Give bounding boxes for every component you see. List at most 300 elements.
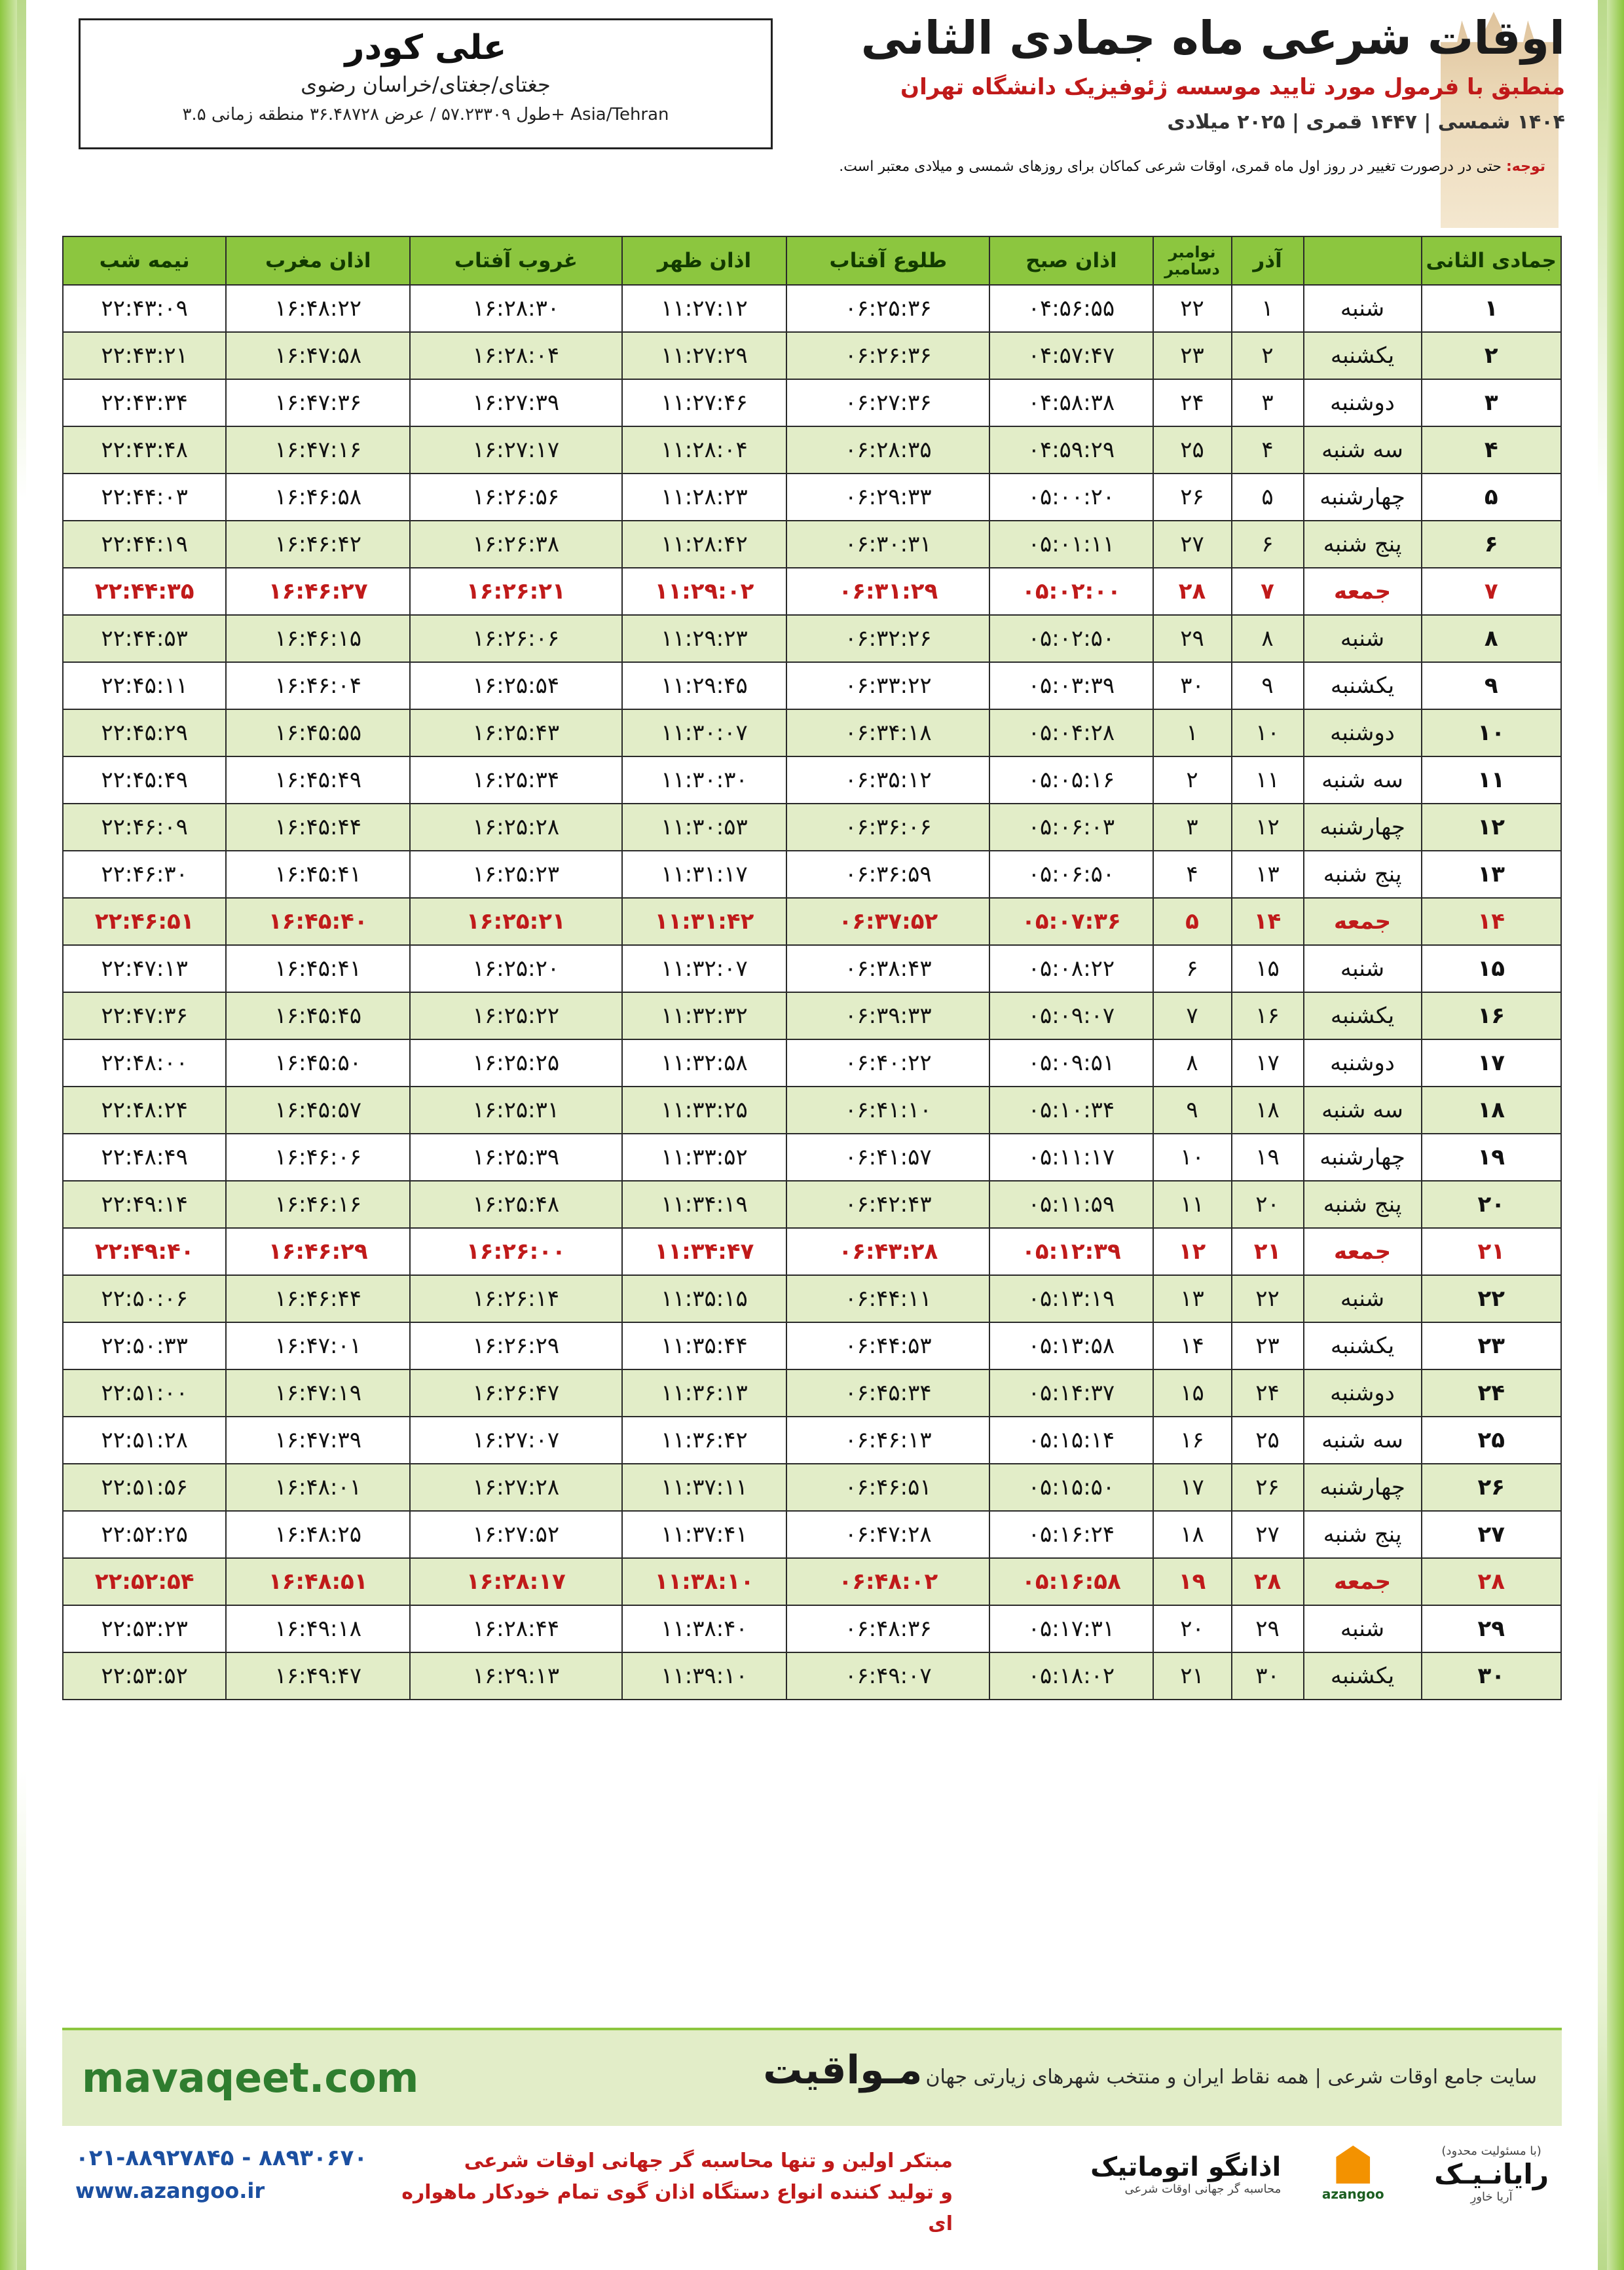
table-row — [63, 1652, 1561, 1700]
cell-fajr: ۰۵:۱۲:۳۹ — [989, 1228, 1153, 1275]
header-midnight: نیمه شب — [63, 236, 226, 285]
cell-weekday: پنج شنبه — [1304, 851, 1422, 898]
cell-dhuhr: ۱۱:۲۷:۱۲ — [622, 285, 787, 332]
cell-midnight: ۲۲:۴۴:۰۳ — [63, 474, 226, 521]
cell-hijri-day: ۳ — [1422, 379, 1561, 426]
cell-gregorian-day: ۲۴ — [1153, 379, 1232, 426]
cell-solar-day: ۱۱ — [1232, 756, 1304, 804]
table-row — [63, 1087, 1561, 1134]
cell-sunrise: ۰۶:۴۸:۰۲ — [786, 1558, 989, 1605]
cell-hijri-day: ۱۹ — [1422, 1134, 1561, 1181]
table-body — [63, 285, 1561, 1700]
cell-dhuhr: ۱۱:۳۴:۱۹ — [622, 1181, 787, 1228]
cell-midnight: ۲۲:۵۲:۲۵ — [63, 1511, 226, 1558]
cell-midnight: ۲۲:۴۳:۳۴ — [63, 379, 226, 426]
cell-weekday: دوشنبه — [1304, 709, 1422, 756]
cell-sunset: ۱۶:۲۶:۲۹ — [410, 1322, 621, 1369]
cell-dhuhr: ۱۱:۳۲:۰۷ — [622, 945, 787, 992]
cell-fajr: ۰۵:۱۵:۱۴ — [989, 1417, 1153, 1464]
cell-sunrise: ۰۶:۳۱:۲۹ — [786, 568, 989, 615]
cell-weekday: یکشنبه — [1304, 662, 1422, 709]
cell-hijri-day: ۱۲ — [1422, 804, 1561, 851]
cell-gregorian-day: ۱ — [1153, 709, 1232, 756]
cell-hijri-day: ۱۶ — [1422, 992, 1561, 1039]
cell-maghrib: ۱۶:۴۵:۵۰ — [226, 1039, 410, 1087]
cell-fajr: ۰۵:۱۶:۵۸ — [989, 1558, 1153, 1605]
cell-sunset: ۱۶:۲۸:۴۴ — [410, 1605, 621, 1652]
cell-sunrise: ۰۶:۴۴:۵۳ — [786, 1322, 989, 1369]
cell-maghrib: ۱۶:۴۷:۰۱ — [226, 1322, 410, 1369]
cell-midnight: ۲۲:۴۷:۳۶ — [63, 992, 226, 1039]
brand-block — [763, 2047, 1549, 2093]
cell-fajr: ۰۵:۱۸:۰۲ — [989, 1652, 1153, 1700]
table-row — [63, 285, 1561, 332]
cell-maghrib: ۱۶:۴۸:۰۱ — [226, 1464, 410, 1511]
cell-weekday: سه شنبه — [1304, 1087, 1422, 1134]
cell-hijri-day: ۸ — [1422, 615, 1561, 662]
cell-maghrib: ۱۶:۴۷:۳۹ — [226, 1417, 410, 1464]
cell-fajr: ۰۵:۰۰:۲۰ — [989, 474, 1153, 521]
header-titles — [635, 12, 1585, 134]
cell-dhuhr: ۱۱:۳۳:۲۵ — [622, 1087, 787, 1134]
cell-hijri-day: ۱۷ — [1422, 1039, 1561, 1087]
cell-midnight: ۲۲:۴۴:۳۵ — [63, 568, 226, 615]
cell-dhuhr: ۱۱:۳۱:۴۲ — [622, 898, 787, 945]
cell-dhuhr: ۱۱:۲۹:۲۳ — [622, 615, 787, 662]
cell-sunrise: ۰۶:۴۸:۳۶ — [786, 1605, 989, 1652]
cell-gregorian-day: ۱۲ — [1153, 1228, 1232, 1275]
cell-sunrise: ۰۶:۲۵:۳۶ — [786, 285, 989, 332]
cell-solar-day: ۱۲ — [1232, 804, 1304, 851]
cell-dhuhr: ۱۱:۳۶:۴۲ — [622, 1417, 787, 1464]
cell-weekday: شنبه — [1304, 615, 1422, 662]
cell-midnight: ۲۲:۴۸:۲۴ — [63, 1087, 226, 1134]
page-title: اوقات شرعی ماه جمادی الثانی — [860, 11, 1565, 65]
cell-weekday: پنج شنبه — [1304, 1511, 1422, 1558]
cell-weekday: یکشنبه — [1304, 332, 1422, 379]
table-row — [63, 756, 1561, 804]
cell-solar-day: ۲۴ — [1232, 1369, 1304, 1417]
cell-maghrib: ۱۶:۴۸:۲۵ — [226, 1511, 410, 1558]
rayaneh-logo — [1434, 2144, 1549, 2204]
table-row — [63, 804, 1561, 851]
azangoo-caption: azangoo — [1321, 2186, 1384, 2202]
cell-solar-day: ۷ — [1232, 568, 1304, 615]
cell-weekday: سه شنبه — [1304, 756, 1422, 804]
cell-midnight: ۲۲:۴۶:۳۰ — [63, 851, 226, 898]
cell-solar-day: ۴ — [1232, 426, 1304, 474]
cell-solar-day: ۱ — [1232, 285, 1304, 332]
cell-dhuhr: ۱۱:۳۱:۱۷ — [622, 851, 787, 898]
cell-dhuhr: ۱۱:۳۰:۰۷ — [622, 709, 787, 756]
cell-fajr: ۰۵:۱۴:۳۷ — [989, 1369, 1153, 1417]
cell-gregorian-day: ۲۰ — [1153, 1605, 1232, 1652]
page-subtitle: منطبق با فرمول مورد تایید موسسه ژئوفیزیک دانشگاه تهران — [900, 73, 1565, 100]
cell-sunset: ۱۶:۲۷:۰۷ — [410, 1417, 621, 1464]
cell-gregorian-day: ۲۶ — [1153, 474, 1232, 521]
cell-gregorian-day: ۲۳ — [1153, 332, 1232, 379]
cell-solar-day: ۱۰ — [1232, 709, 1304, 756]
cell-solar-day: ۲۷ — [1232, 1511, 1304, 1558]
cell-solar-day: ۲۶ — [1232, 1464, 1304, 1511]
table-row — [63, 379, 1561, 426]
cell-gregorian-day: ۸ — [1153, 1039, 1232, 1087]
cell-maghrib: ۱۶:۴۵:۵۵ — [226, 709, 410, 756]
cell-sunrise: ۰۶:۴۴:۱۱ — [786, 1275, 989, 1322]
cell-sunrise: ۰۶:۴۱:۵۷ — [786, 1134, 989, 1181]
contact-website[interactable]: www.azangoo.ir — [75, 2178, 265, 2203]
cell-sunrise: ۰۶:۴۳:۲۸ — [786, 1228, 989, 1275]
cell-sunset: ۱۶:۲۵:۴۸ — [410, 1181, 621, 1228]
cell-solar-day: ۹ — [1232, 662, 1304, 709]
cell-sunrise: ۰۶:۳۴:۱۸ — [786, 709, 989, 756]
cell-gregorian-day: ۱۳ — [1153, 1275, 1232, 1322]
cell-sunrise: ۰۶:۲۹:۳۳ — [786, 474, 989, 521]
cell-maghrib: ۱۶:۴۸:۲۲ — [226, 285, 410, 332]
table-row — [63, 1369, 1561, 1417]
cell-sunrise: ۰۶:۳۸:۴۳ — [786, 945, 989, 992]
cell-midnight: ۲۲:۴۸:۴۹ — [63, 1134, 226, 1181]
cell-weekday: دوشنبه — [1304, 1039, 1422, 1087]
header-dhuhr: اذان ظهر — [622, 236, 787, 285]
cell-gregorian-day: ۵ — [1153, 898, 1232, 945]
cell-dhuhr: ۱۱:۳۹:۱۰ — [622, 1652, 787, 1700]
cell-midnight: ۲۲:۴۸:۰۰ — [63, 1039, 226, 1087]
city-name: علی کودر — [344, 28, 507, 67]
cell-dhuhr: ۱۱:۳۶:۱۳ — [622, 1369, 787, 1417]
cell-hijri-day: ۲۹ — [1422, 1605, 1561, 1652]
cell-midnight: ۲۲:۵۳:۵۲ — [63, 1652, 226, 1700]
cell-fajr: ۰۵:۰۷:۳۶ — [989, 898, 1153, 945]
cell-midnight: ۲۲:۵۱:۰۰ — [63, 1369, 226, 1417]
cell-gregorian-day: ۱۵ — [1153, 1369, 1232, 1417]
cell-maghrib: ۱۶:۴۶:۰۶ — [226, 1134, 410, 1181]
cell-solar-day: ۱۴ — [1232, 898, 1304, 945]
cell-gregorian-day: ۹ — [1153, 1087, 1232, 1134]
table-row — [63, 1134, 1561, 1181]
table-row — [63, 521, 1561, 568]
cell-solar-day: ۱۹ — [1232, 1134, 1304, 1181]
left-decorative-band — [0, 0, 17, 2270]
table-row — [63, 474, 1561, 521]
cell-sunset: ۱۶:۲۶:۲۱ — [410, 568, 621, 615]
cell-solar-day: ۱۸ — [1232, 1087, 1304, 1134]
cell-solar-day: ۲۳ — [1232, 1322, 1304, 1369]
table-row — [63, 1558, 1561, 1605]
cell-weekday: چهارشنبه — [1304, 474, 1422, 521]
cell-midnight: ۲۲:۴۳:۰۹ — [63, 285, 226, 332]
cell-hijri-day: ۱۳ — [1422, 851, 1561, 898]
cell-sunrise: ۰۶:۲۸:۳۵ — [786, 426, 989, 474]
cell-weekday: پنج شنبه — [1304, 521, 1422, 568]
cell-dhuhr: ۱۱:۲۹:۴۵ — [622, 662, 787, 709]
cell-dhuhr: ۱۱:۳۳:۵۲ — [622, 1134, 787, 1181]
cell-solar-day: ۲ — [1232, 332, 1304, 379]
cell-solar-day: ۸ — [1232, 615, 1304, 662]
cell-sunset: ۱۶:۲۶:۰۶ — [410, 615, 621, 662]
cell-fajr: ۰۵:۰۳:۳۹ — [989, 662, 1153, 709]
cell-gregorian-day: ۳۰ — [1153, 662, 1232, 709]
cell-midnight: ۲۲:۴۷:۱۳ — [63, 945, 226, 992]
cell-hijri-day: ۲۶ — [1422, 1464, 1561, 1511]
cell-solar-day: ۵ — [1232, 474, 1304, 521]
cell-sunset: ۱۶:۲۷:۱۷ — [410, 426, 621, 474]
cell-weekday: چهارشنبه — [1304, 1464, 1422, 1511]
cell-sunset: ۱۶:۲۵:۳۴ — [410, 756, 621, 804]
cell-hijri-day: ۱۱ — [1422, 756, 1561, 804]
cell-fajr: ۰۵:۱۵:۵۰ — [989, 1464, 1153, 1511]
cell-gregorian-day: ۲۷ — [1153, 521, 1232, 568]
cell-maghrib: ۱۶:۴۶:۲۷ — [226, 568, 410, 615]
cell-sunrise: ۰۶:۴۶:۱۳ — [786, 1417, 989, 1464]
cell-hijri-day: ۲۲ — [1422, 1275, 1561, 1322]
cell-sunset: ۱۶:۲۶:۰۰ — [410, 1228, 621, 1275]
table-row — [63, 662, 1561, 709]
right-decorative-band — [1607, 0, 1624, 2270]
brand-website-link[interactable]: mavaqeet.com — [82, 2054, 419, 2102]
cell-weekday: شنبه — [1304, 285, 1422, 332]
table-row — [63, 992, 1561, 1039]
cell-sunset: ۱۶:۲۵:۴۳ — [410, 709, 621, 756]
cell-sunrise: ۰۶:۴۶:۵۱ — [786, 1464, 989, 1511]
header-fajr: اذان صبح — [989, 236, 1153, 285]
cell-maghrib: ۱۶:۴۸:۵۱ — [226, 1558, 410, 1605]
cell-hijri-day: ۴ — [1422, 426, 1561, 474]
cell-dhuhr: ۱۱:۳۷:۱۱ — [622, 1464, 787, 1511]
header-hijri: جمادی الثانی — [1422, 236, 1561, 285]
brand-tagline: سایت جامع اوقات شرعی | همه نقاط ایران و منتخب شهرهای زیارتی جهان — [925, 2066, 1537, 2089]
cell-sunset: ۱۶:۲۸:۰۴ — [410, 332, 621, 379]
cell-maghrib: ۱۶:۴۵:۴۵ — [226, 992, 410, 1039]
calendar-years: ۱۴۰۴ شمسی | ۱۴۴۷ قمری | ۲۰۲۵ میلادی — [1167, 110, 1565, 134]
cell-fajr: ۰۵:۱۳:۱۹ — [989, 1275, 1153, 1322]
cell-gregorian-day: ۱۹ — [1153, 1558, 1232, 1605]
cell-gregorian-day: ۲ — [1153, 756, 1232, 804]
cell-solar-day: ۱۶ — [1232, 992, 1304, 1039]
cell-hijri-day: ۲۳ — [1422, 1322, 1561, 1369]
cell-maghrib: ۱۶:۴۶:۴۴ — [226, 1275, 410, 1322]
cell-hijri-day: ۲۱ — [1422, 1228, 1561, 1275]
table-row — [63, 1417, 1561, 1464]
table-row — [63, 1181, 1561, 1228]
table-row — [63, 1464, 1561, 1511]
header-gregorian: نوامبر دسامبر — [1153, 236, 1232, 285]
cell-sunrise: ۰۶:۳۵:۱۲ — [786, 756, 989, 804]
cell-maghrib: ۱۶:۴۶:۰۴ — [226, 662, 410, 709]
cell-fajr: ۰۴:۵۸:۳۸ — [989, 379, 1153, 426]
cell-fajr: ۰۵:۱۰:۳۴ — [989, 1087, 1153, 1134]
cell-gregorian-day: ۶ — [1153, 945, 1232, 992]
cell-midnight: ۲۲:۴۴:۵۳ — [63, 615, 226, 662]
cell-sunset: ۱۶:۲۵:۳۹ — [410, 1134, 621, 1181]
cell-sunrise: ۰۶:۳۰:۳۱ — [786, 521, 989, 568]
table-row — [63, 615, 1561, 662]
cell-dhuhr: ۱۱:۳۲:۳۲ — [622, 992, 787, 1039]
cell-midnight: ۲۲:۵۰:۳۳ — [63, 1322, 226, 1369]
cell-hijri-day: ۱۴ — [1422, 898, 1561, 945]
cell-dhuhr: ۱۱:۳۴:۴۷ — [622, 1228, 787, 1275]
cell-gregorian-day: ۱۱ — [1153, 1181, 1232, 1228]
cell-fajr: ۰۵:۰۲:۵۰ — [989, 615, 1153, 662]
cell-sunset: ۱۶:۲۸:۱۷ — [410, 1558, 621, 1605]
cell-maghrib: ۱۶:۴۶:۱۵ — [226, 615, 410, 662]
cell-midnight: ۲۲:۴۴:۱۹ — [63, 521, 226, 568]
cell-fajr: ۰۵:۱۱:۱۷ — [989, 1134, 1153, 1181]
cell-dhuhr: ۱۱:۳۸:۱۰ — [622, 1558, 787, 1605]
cell-dhuhr: ۱۱:۳۵:۱۵ — [622, 1275, 787, 1322]
cell-solar-day: ۱۳ — [1232, 851, 1304, 898]
cell-solar-day: ۲۸ — [1232, 1558, 1304, 1605]
contact-block — [75, 2142, 367, 2206]
cell-fajr: ۰۵:۰۴:۲۸ — [989, 709, 1153, 756]
cell-solar-day: ۳ — [1232, 379, 1304, 426]
cell-gregorian-day: ۴ — [1153, 851, 1232, 898]
cell-maghrib: ۱۶:۴۵:۴۱ — [226, 945, 410, 992]
cell-maghrib: ۱۶:۴۵:۵۷ — [226, 1087, 410, 1134]
cell-sunset: ۱۶:۲۵:۲۱ — [410, 898, 621, 945]
cell-hijri-day: ۷ — [1422, 568, 1561, 615]
cell-hijri-day: ۲۸ — [1422, 1558, 1561, 1605]
cell-sunrise: ۰۶:۴۷:۲۸ — [786, 1511, 989, 1558]
city-region: جغتای/جغتای/خراسان رضوی — [301, 72, 551, 98]
table-row — [63, 945, 1561, 992]
cell-sunrise: ۰۶:۳۹:۳۳ — [786, 992, 989, 1039]
cell-fajr: ۰۵:۱۶:۲۴ — [989, 1511, 1153, 1558]
cell-hijri-day: ۱ — [1422, 285, 1561, 332]
cell-midnight: ۲۲:۴۹:۴۰ — [63, 1228, 226, 1275]
cell-midnight: ۲۲:۵۰:۰۶ — [63, 1275, 226, 1322]
cell-weekday: جمعه — [1304, 1228, 1422, 1275]
cell-dhuhr: ۱۱:۳۲:۵۸ — [622, 1039, 787, 1087]
table-row — [63, 1275, 1561, 1322]
table-row — [63, 1322, 1561, 1369]
cell-sunset: ۱۶:۲۷:۳۹ — [410, 379, 621, 426]
table-row — [63, 709, 1561, 756]
cell-fajr: ۰۴:۵۹:۲۹ — [989, 426, 1153, 474]
cell-midnight: ۲۲:۴۶:۵۱ — [63, 898, 226, 945]
cell-sunset: ۱۶:۲۵:۲۸ — [410, 804, 621, 851]
cell-weekday: دوشنبه — [1304, 1369, 1422, 1417]
cell-fajr: ۰۵:۰۱:۱۱ — [989, 521, 1153, 568]
cell-solar-day: ۳۰ — [1232, 1652, 1304, 1700]
page-footer — [62, 2028, 1562, 2244]
footer-logos — [1090, 2138, 1549, 2210]
cell-gregorian-day: ۱۷ — [1153, 1464, 1232, 1511]
page-header — [39, 12, 1585, 208]
cell-weekday: سه شنبه — [1304, 1417, 1422, 1464]
cell-weekday: جمعه — [1304, 898, 1422, 945]
cell-midnight: ۲۲:۵۱:۵۶ — [63, 1464, 226, 1511]
cell-sunrise: ۰۶:۲۷:۳۶ — [786, 379, 989, 426]
cell-hijri-day: ۹ — [1422, 662, 1561, 709]
cell-dhuhr: ۱۱:۲۹:۰۲ — [622, 568, 787, 615]
table-row — [63, 851, 1561, 898]
cell-maghrib: ۱۶:۴۹:۴۷ — [226, 1652, 410, 1700]
cell-dhuhr: ۱۱:۳۵:۴۴ — [622, 1322, 787, 1369]
cell-fajr: ۰۵:۰۹:۰۷ — [989, 992, 1153, 1039]
cell-fajr: ۰۵:۰۶:۵۰ — [989, 851, 1153, 898]
cell-sunset: ۱۶:۲۹:۱۳ — [410, 1652, 621, 1700]
cell-solar-day: ۶ — [1232, 521, 1304, 568]
footer-marketing-text — [377, 2146, 953, 2240]
cell-weekday: دوشنبه — [1304, 379, 1422, 426]
cell-weekday: یکشنبه — [1304, 1652, 1422, 1700]
marketing-line-2: و تولید کننده انواع دستگاه اذان گوی تمام خودکار ماهواره ای — [401, 2181, 953, 2235]
cell-fajr: ۰۵:۰۸:۲۲ — [989, 945, 1153, 992]
notice-label: توجه: — [1505, 158, 1545, 175]
cell-weekday: جمعه — [1304, 1558, 1422, 1605]
cell-sunset: ۱۶:۲۵:۳۱ — [410, 1087, 621, 1134]
cell-solar-day: ۲۹ — [1232, 1605, 1304, 1652]
cell-sunset: ۱۶:۲۸:۳۰ — [410, 285, 621, 332]
cell-fajr: ۰۵:۰۲:۰۰ — [989, 568, 1153, 615]
cell-midnight: ۲۲:۴۶:۰۹ — [63, 804, 226, 851]
cell-sunrise: ۰۶:۴۲:۴۳ — [786, 1181, 989, 1228]
cell-maghrib: ۱۶:۴۵:۴۹ — [226, 756, 410, 804]
header-weekday — [1304, 236, 1422, 285]
cell-hijri-day: ۱۵ — [1422, 945, 1561, 992]
cell-sunrise: ۰۶:۳۶:۰۶ — [786, 804, 989, 851]
rayaneh-tiny: (با مسئولیت محدود) — [1441, 2144, 1541, 2158]
cell-sunset: ۱۶:۲۵:۲۲ — [410, 992, 621, 1039]
cell-sunset: ۱۶:۲۶:۳۸ — [410, 521, 621, 568]
cell-weekday: سه شنبه — [1304, 426, 1422, 474]
cell-gregorian-day: ۱۶ — [1153, 1417, 1232, 1464]
location-box — [79, 18, 773, 149]
cell-weekday: یکشنبه — [1304, 1322, 1422, 1369]
cell-weekday: جمعه — [1304, 568, 1422, 615]
cell-maghrib: ۱۶:۴۶:۲۹ — [226, 1228, 410, 1275]
cell-midnight: ۲۲:۴۳:۲۱ — [63, 332, 226, 379]
cell-weekday: شنبه — [1304, 1605, 1422, 1652]
cell-sunset: ۱۶:۲۷:۵۲ — [410, 1511, 621, 1558]
cell-midnight: ۲۲:۵۲:۵۴ — [63, 1558, 226, 1605]
header-sunrise: طلوع آفتاب — [786, 236, 989, 285]
cell-midnight: ۲۲:۴۵:۱۱ — [63, 662, 226, 709]
azangoo-name-ar: اذانگو اتوماتیک — [1090, 2151, 1282, 2182]
cell-fajr: ۰۵:۰۵:۱۶ — [989, 756, 1153, 804]
cell-weekday: چهارشنبه — [1304, 804, 1422, 851]
rayaneh-sub: آریا خاورِ — [1470, 2189, 1513, 2204]
table-row — [63, 1511, 1561, 1558]
table-row — [63, 332, 1561, 379]
cell-sunset: ۱۶:۲۶:۴۷ — [410, 1369, 621, 1417]
cell-maghrib: ۱۶:۴۵:۴۰ — [226, 898, 410, 945]
cell-midnight: ۲۲:۴۳:۴۸ — [63, 426, 226, 474]
header-sunset: غروب آفتاب — [410, 236, 621, 285]
azangoo-sub: محاسبه گر جهانی اوقات شرعی — [1124, 2182, 1282, 2196]
cell-fajr: ۰۵:۱۳:۵۸ — [989, 1322, 1153, 1369]
cell-maghrib: ۱۶:۴۵:۴۱ — [226, 851, 410, 898]
cell-hijri-day: ۲۷ — [1422, 1511, 1561, 1558]
cell-sunset: ۱۶:۲۷:۲۸ — [410, 1464, 621, 1511]
cell-weekday: شنبه — [1304, 945, 1422, 992]
cell-fajr: ۰۵:۰۶:۰۳ — [989, 804, 1153, 851]
cell-maghrib: ۱۶:۴۶:۴۲ — [226, 521, 410, 568]
table-row — [63, 1228, 1561, 1275]
cell-gregorian-day: ۱۴ — [1153, 1322, 1232, 1369]
cell-fajr: ۰۵:۱۷:۳۱ — [989, 1605, 1153, 1652]
cell-hijri-day: ۲۰ — [1422, 1181, 1561, 1228]
cell-dhuhr: ۱۱:۳۸:۴۰ — [622, 1605, 787, 1652]
cell-dhuhr: ۱۱:۲۸:۴۲ — [622, 521, 787, 568]
header-maghrib: اذان مغرب — [226, 236, 410, 285]
brand-name-ar: مـواقیت — [763, 2047, 923, 2093]
cell-sunrise: ۰۶:۴۹:۰۷ — [786, 1652, 989, 1700]
city-coordinates: طول ۵۷.۲۳۳۰۹ / عرض ۳۶.۴۸۷۲۸ منطقه زمانی ۳.۵+ Asia/Tehran — [182, 105, 669, 125]
cell-gregorian-day: ۷ — [1153, 992, 1232, 1039]
cell-solar-day: ۲۲ — [1232, 1275, 1304, 1322]
